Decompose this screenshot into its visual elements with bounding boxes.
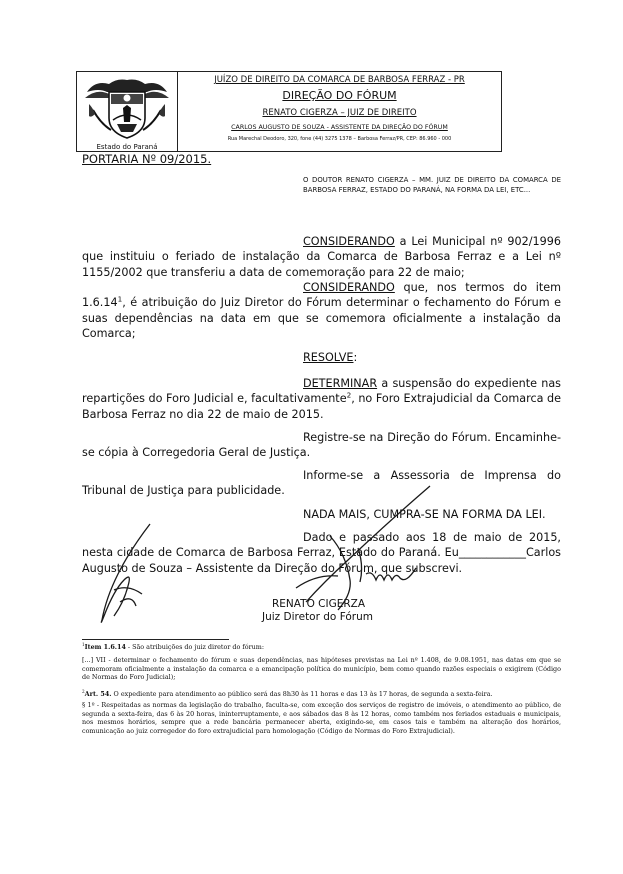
address-line: Rua Marechal Deodoro, 320, fone (44) 3275 1378 – Barbosa Ferraz/PR, CEP: 86.960 - 000 <box>227 136 452 142</box>
paragraph-determinar <box>82 376 561 422</box>
paragraph-text: que, nos termos do item 1.6.14 <box>82 281 561 310</box>
footnote-2-body: § 1º - Respeitadas as normas da legislação do trabalho, faculta-se, com exceção dos serviços de registro de imóveis, o atendimento ao público, de segunda a sexta-feira, das 6 às 20 horas, ininterruptamente, e aos sábados das 8 às 12 horas, como também nos feriados estaduais e municipais, nos mesmos horários, sempre que a rede bancária permanecer aberta, exigindo-se, em casos tais e também na alteração dos horários, comunicação ao juiz corregedor do foro extrajudicial para homologação (Código de Normas do Foro Extrajudicial). <box>82 701 561 735</box>
paragraph-informe: Informe-se a Assessoria de Imprensa do Tribunal de Justiça para publicidade. <box>82 469 561 498</box>
letterhead <box>76 71 502 152</box>
resolve-heading <box>303 350 357 365</box>
footnote-ref-1[interactable]: 1 <box>117 294 123 304</box>
ordinance-number: PORTARIA Nº 09/2015. <box>82 152 212 166</box>
preamble: O DOUTOR RENATO CIGERZA – MM. JUIZ DE DIREITO DA COMARCA DE BARBOSA FERRAZ, ESTADO DO PARANÁ, NA FORMA DA LEI, ETC... <box>303 176 561 194</box>
footnote-mark: 1 <box>82 641 85 647</box>
closing-formula: NADA MAIS, CUMPRA-SE NA FORMA DA LEI. <box>303 508 546 521</box>
paragraph-considerando-2 <box>82 280 561 341</box>
resolve-word: RESOLVE <box>303 351 354 364</box>
crest-label: Estado do Paraná <box>96 143 158 151</box>
footnote-ref-2[interactable]: 2 <box>346 390 352 400</box>
signatory-name: RENATO CIGERZA <box>272 598 366 610</box>
keyword-considerando: CONSIDERANDO <box>303 235 395 248</box>
footnote-divider <box>82 639 229 640</box>
crest-box <box>77 72 178 151</box>
footnote-title-rest: O expediente para atendimento ao público será das 8h30 às 11 horas e das 13 às 17 horas, de segunda a sexta-feira. <box>111 690 493 698</box>
resolve-colon: : <box>353 351 358 364</box>
paragraph-text: , no Foro Extrajudicial da Comarca de Barbosa Ferraz no dia 22 de maio de 2015. <box>82 392 562 421</box>
footnote-1-body: [...] VII - determinar o fechamento do fórum e suas dependências, nas hipóteses previstas na Lei nº 1.408, de 9.08.1951, nas datas em que se comemoram oficialmente a instalação da comarca e a emancipação política do município, bem como quando razões especiais o exigirem (Código de Normas do Foro Judicial); <box>82 656 561 682</box>
footnote-title: Item 1.6.14 <box>84 643 126 651</box>
footnote-title: Art. 54. <box>84 690 112 698</box>
court-name: JUÍZO DE DIREITO DA COMARCA DE BARBOSA FERRAZ - PR <box>214 75 465 85</box>
office-name: DIREÇÃO DO FÓRUM <box>282 89 397 102</box>
assistant-line: CARLOS AUGUSTO DE SOUZA - ASSISTENTE DA DIREÇÃO DO FÓRUM <box>231 124 448 131</box>
paragraph-considerando-1 <box>82 234 561 280</box>
keyword-determinar: DETERMINAR <box>303 377 378 390</box>
paragraph-dado-passado: Dado e passado aos 18 de maio de 2015, nesta cidade de Comarca de Barbosa Ferraz, Estado do Paraná. Eu____________Carlos Augusto de Souza – Assistente da Direção do Fórum, que subscrevi. <box>82 531 561 575</box>
signatory-role: Juiz Diretor do Fórum <box>262 611 373 623</box>
judge-signature-icon <box>276 484 446 616</box>
footnote-mark: 2 <box>82 688 85 694</box>
judge-line: RENATO CIGERZA – JUIZ DE DIREITO <box>262 108 417 118</box>
assistant-signature-icon <box>84 520 164 628</box>
keyword-considerando: CONSIDERANDO <box>303 281 395 294</box>
footnote-2 <box>82 690 561 699</box>
paragraph-text: a Lei Municipal nº 902/1996 que instituiu o feriado de instalação da Comarca de Barbosa Ferraz e a Lei nº 1155/2002 que transferiu a data de comemoração para 22 de maio; <box>82 235 561 279</box>
parana-coat-of-arms-icon <box>83 74 171 140</box>
footnote-title-rest: - São atribuições do juiz diretor do fórum: <box>125 643 264 651</box>
paragraph-text: a suspensão do expediente nas repartições do Foro Judicial e, facultativamente <box>82 377 561 406</box>
paragraph-registre: Registre-se na Direção do Fórum. Encaminhe-se cópia à Corregedoria Geral de Justiça. <box>82 431 561 460</box>
footnote-1 <box>82 643 561 652</box>
paragraph-text: , é atribuição do Juiz Diretor do Fórum determinar o fechamento do Fórum e suas dependências na data em que se comemora oficialmente a instalação da Comarca; <box>82 296 561 340</box>
